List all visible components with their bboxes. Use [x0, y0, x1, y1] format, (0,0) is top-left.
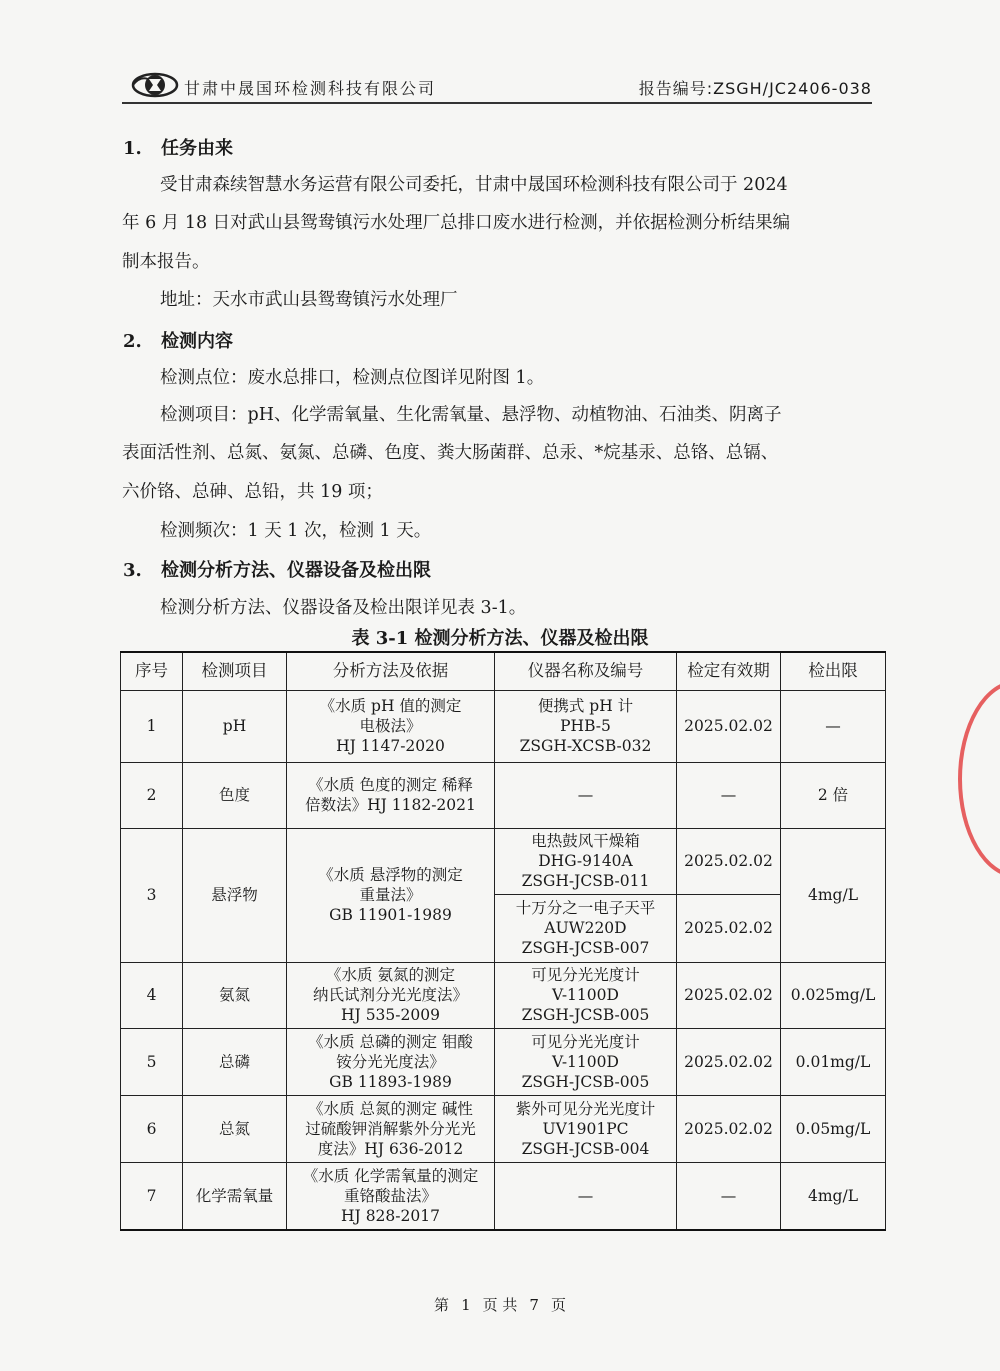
table-row: [121, 1095, 886, 1162]
row-no: 4: [121, 962, 183, 1028]
row-validity: —: [677, 762, 781, 828]
report-number: 报告编号:ZSGH/JC2406-038: [638, 79, 872, 98]
row-validity: 2025.02.02: [677, 690, 781, 762]
section-1-address: 地址：天水市武山县鸳鸯镇污水处理厂: [160, 290, 458, 310]
instrument-line: ZSGH-JCSB-005: [521, 1006, 650, 1024]
row-no: 3: [121, 828, 183, 962]
row-item: 色度: [183, 762, 287, 828]
section-2-title: 检测内容: [161, 331, 233, 352]
row-limit: —: [781, 690, 886, 762]
row-method: [287, 762, 495, 828]
instrument-line: V-1100D: [552, 986, 619, 1004]
method-line: 过硫酸钾消解紫外分光光: [305, 1119, 476, 1138]
table-row: [121, 762, 886, 828]
row-item: 氨氮: [183, 962, 287, 1028]
row-limit: 2 倍: [781, 762, 886, 828]
row-validity: 2025.02.02: [677, 894, 781, 962]
method-line: 《水质 总氮的测定 碱性: [308, 1099, 473, 1118]
method-line: 度法》HJ 636-2012: [317, 1139, 464, 1158]
instrument-line: 十万分之一电子天平: [515, 899, 656, 917]
header-method: 分析方法及依据: [287, 652, 495, 690]
method-line: 倍数法》HJ 1182-2021: [305, 796, 476, 814]
section-2-items-line3: 六价铬、总砷、总铅，共 19 项；: [122, 482, 383, 502]
page-footer: [0, 1294, 1000, 1315]
footer-mid: 页 共: [482, 1296, 518, 1314]
section-2-frequency: 检测频次：1 天 1 次，检测 1 天。: [160, 521, 432, 541]
section-2-items-line2: 表面活性剂、总氮、氨氮、总磷、色度、粪大肠菌群、总汞、*烷基汞、总铬、总镉、: [122, 443, 779, 463]
table-row: [121, 828, 886, 894]
row-item: 化学需氧量: [183, 1162, 287, 1230]
instrument-line: DHG-9140A: [538, 852, 633, 870]
method-line: 《水质 悬浮物的测定: [318, 866, 463, 884]
footer-end: 页: [550, 1296, 566, 1314]
row-validity: —: [677, 1162, 781, 1230]
instrument-line: UV1901PC: [542, 1119, 629, 1138]
method-line: 《水质 pH 值的测定: [319, 697, 462, 715]
methods-table: [120, 651, 886, 1231]
row-method: [287, 690, 495, 762]
method-line: 《水质 总磷的测定 钼酸: [308, 1032, 473, 1051]
section-3-para: 检测分析方法、仪器设备及检出限详见表 3-1。: [160, 598, 527, 618]
row-limit: 0.01mg/L: [781, 1028, 886, 1095]
method-line: 重铬酸盐法》: [343, 1186, 437, 1205]
instrument-line: ZSGH-JCSB-007: [521, 939, 650, 957]
row-instrument: —: [495, 1162, 677, 1230]
instrument-line: PHB-5: [560, 717, 611, 735]
row-no: 6: [121, 1095, 183, 1162]
section-3-heading: [123, 556, 431, 582]
instrument-line: ZSGH-XCSB-032: [519, 737, 652, 755]
header-no: 序号: [121, 652, 183, 690]
instrument-line: ZSGH-JCSB-005: [521, 1072, 650, 1091]
row-limit: 0.025mg/L: [781, 962, 886, 1028]
row-instrument: [495, 1028, 677, 1095]
row-instrument: [495, 962, 677, 1028]
section-2-items-line1: 检测项目：pH、化学需氧量、生化需氧量、悬浮物、动植物油、石油类、阴离子: [160, 405, 782, 425]
method-line: GB 11893-1989: [329, 1072, 452, 1091]
section-2-heading: [123, 327, 233, 353]
instrument-line: ZSGH-JCSB-011: [521, 872, 650, 890]
table-row: [121, 690, 886, 762]
row-instrument: —: [495, 762, 677, 828]
instrument-line: V-1100D: [552, 1052, 619, 1071]
seal-stamp: [958, 680, 1000, 878]
header-limit: 检出限: [781, 652, 886, 690]
instrument-line: 便携式 pH 计: [537, 697, 634, 715]
row-instrument: [495, 828, 677, 894]
method-line: 纳氏试剂分光光度法》: [312, 986, 468, 1004]
row-no: 2: [121, 762, 183, 828]
instrument-line: 紫外可见分光光度计: [515, 1099, 656, 1118]
row-no: 5: [121, 1028, 183, 1095]
instrument-line: 可见分光光度计: [531, 966, 640, 984]
section-2-points: 检测点位：废水总排口，检测点位图详见附图 1。: [160, 368, 545, 388]
section-1-title: 任务由来: [161, 138, 233, 159]
row-no: 7: [121, 1162, 183, 1230]
section-1-heading: [123, 134, 233, 160]
method-line: HJ 535-2009: [341, 1006, 440, 1024]
section-1-para-line3: 制本报告。: [122, 252, 210, 272]
row-method: [287, 962, 495, 1028]
table-row: [121, 1162, 886, 1230]
method-line: HJ 828-2017: [341, 1206, 440, 1225]
row-validity: 2025.02.02: [677, 828, 781, 894]
method-line: 《水质 色度的测定 稀释: [308, 776, 473, 794]
row-no: 1: [121, 690, 183, 762]
row-limit: 4mg/L: [781, 828, 886, 962]
header-instrument: 仪器名称及编号: [495, 652, 677, 690]
section-1-para-line2: 年 6 月 18 日对武山县鸳鸯镇污水处理厂总排口废水进行检测，并依据检测分析结果编: [122, 213, 791, 233]
row-validity: 2025.02.02: [677, 962, 781, 1028]
header-item: 检测项目: [183, 652, 287, 690]
instrument-line: 电热鼓风干燥箱: [531, 832, 640, 850]
row-method: [287, 828, 495, 962]
header-validity: 检定有效期: [677, 652, 781, 690]
method-line: GB 11901-1989: [329, 906, 452, 924]
company-name: 甘肃中晟国环检测科技有限公司: [184, 79, 437, 98]
instrument-line: AUW220D: [544, 919, 627, 937]
method-line: 电极法》: [359, 717, 422, 735]
method-line: 《水质 氨氮的测定: [326, 966, 455, 984]
row-instrument: [495, 894, 677, 962]
row-validity: 2025.02.02: [677, 1028, 781, 1095]
footer-total-pages: 7: [529, 1296, 539, 1314]
table-header-row: [121, 652, 886, 690]
row-instrument: [495, 1095, 677, 1162]
row-item: 总磷: [183, 1028, 287, 1095]
section-1-para-line1: 受甘肃森续智慧水务运营有限公司委托，甘肃中晟国环检测科技有限公司于 2024: [160, 175, 788, 195]
method-line: 重量法》: [359, 886, 422, 904]
method-line: HJ 1147-2020: [336, 737, 445, 755]
company-logo-icon: [130, 72, 180, 98]
section-3-title: 检测分析方法、仪器设备及检出限: [161, 560, 431, 581]
method-line: 《水质 化学需氧量的测定: [302, 1166, 479, 1185]
table-row: [121, 1028, 886, 1095]
row-limit: 0.05mg/L: [781, 1095, 886, 1162]
instrument-line: 可见分光光度计: [531, 1032, 640, 1051]
method-line: 铵分光光度法》: [336, 1052, 445, 1071]
page-header: [122, 70, 872, 104]
section-1-number: 1.: [123, 138, 142, 159]
footer-page-number: 1: [461, 1296, 471, 1314]
row-method: [287, 1028, 495, 1095]
section-2-number: 2.: [123, 331, 142, 352]
row-item: 悬浮物: [183, 828, 287, 962]
instrument-line: ZSGH-JCSB-004: [521, 1139, 650, 1158]
footer-page-label: 第: [434, 1296, 450, 1314]
row-limit: 4mg/L: [781, 1162, 886, 1230]
row-instrument: [495, 690, 677, 762]
table-caption: 表 3-1 检测分析方法、仪器及检出限: [351, 628, 649, 649]
row-item: 总氮: [183, 1095, 287, 1162]
row-method: [287, 1162, 495, 1230]
table-row: [121, 962, 886, 1028]
section-3-number: 3.: [123, 560, 142, 581]
row-item: pH: [183, 690, 287, 762]
row-validity: 2025.02.02: [677, 1095, 781, 1162]
row-method: [287, 1095, 495, 1162]
